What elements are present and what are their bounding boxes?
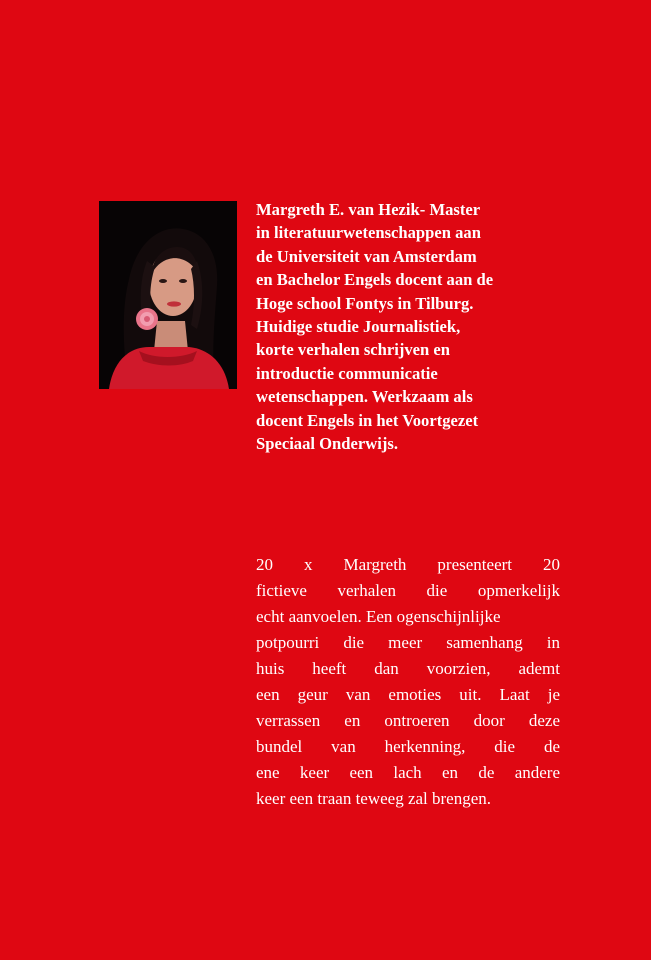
book-blurb (256, 552, 560, 812)
blurb-line: echt aanvoelen. Een ogenschijnlijke (256, 607, 501, 626)
author-bio-line: en Bachelor Engels docent aan de (256, 270, 494, 290)
author-bio-line: docent Engels in het Voortgezet (256, 410, 479, 430)
blurb-line: keer een traan teweeg zal brengen. (256, 789, 492, 808)
author-bio-line: wetenschappen. Werkzaam als (256, 387, 473, 407)
blurb-line: bundel van herkenning, die de (256, 737, 560, 756)
blurb-line: 20 x Margreth presenteert 20 (256, 555, 560, 574)
author-portrait-image (99, 201, 237, 389)
author-bio-line: Speciaal Onderwijs. (256, 434, 398, 454)
blurb-line: een geur van emoties uit. Laat je (256, 685, 560, 704)
author-bio-line: de Universiteit van Amsterdam (256, 246, 477, 266)
blurb-line: ene keer een lach en de andere (256, 763, 560, 782)
author-bio-line: introductie communicatie (256, 363, 438, 383)
author-photo (99, 201, 237, 389)
author-bio-line: Huidige studie Journalistiek, (256, 317, 461, 337)
author-bio (256, 198, 566, 455)
blurb-line: huis heeft dan voorzien, ademt (256, 659, 560, 678)
blurb-line: fictieve verhalen die opmerkelijk (256, 581, 560, 600)
author-bio-line: Hoge school Fontys in Tilburg. (256, 293, 474, 313)
author-bio-line: korte verhalen schrijven en (256, 340, 451, 360)
author-bio-line: in literatuurwetenschappen aan (256, 223, 481, 243)
blurb-line: potpourri die meer samenhang in (256, 633, 560, 652)
author-bio-line: Margreth E. van Hezik- Master (256, 200, 481, 219)
blurb-line: verrassen en ontroeren door deze (256, 711, 560, 730)
